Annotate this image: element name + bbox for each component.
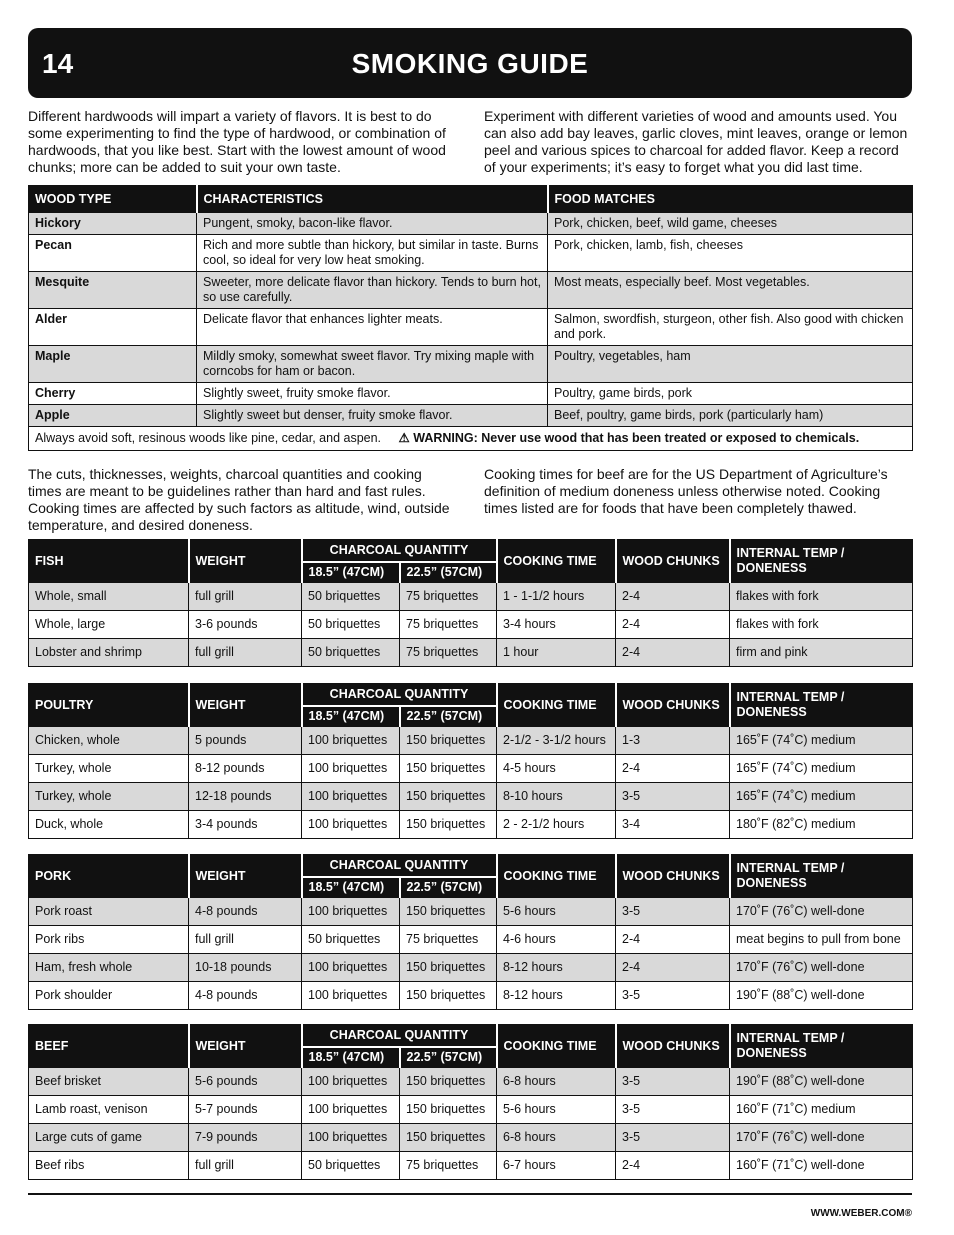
wood-chunks-cell: 3-5 (616, 982, 730, 1010)
wood-chunks-cell: 1-3 (616, 727, 730, 755)
weight-cell: 8-12 pounds (189, 755, 302, 783)
charcoal-small-cell: 50 briquettes (302, 611, 400, 639)
charcoal-large-cell: 150 briquettes (400, 898, 497, 926)
col-size-47cm: 18.5” (47CM) (302, 562, 400, 583)
guidelines-left: The cuts, thicknesses, weights, charcoal quantities and cooking times are meant to be guidelines rather than hard and fast rules. Cooking times are affected by such factors as altitude, wind, outside temperature, and desired doneness. (28, 466, 450, 533)
col-characteristics: CHARACTERISTICS (197, 186, 548, 213)
charcoal-large-cell: 150 briquettes (400, 811, 497, 839)
fish-row (29, 611, 913, 639)
col-cooking-time: COOKING TIME (497, 684, 616, 727)
pork-table (28, 854, 913, 1010)
poultry-row (29, 727, 913, 755)
col-charcoal-quantity: CHARCOAL QUANTITY (302, 855, 497, 877)
intro-right: Experiment with different varieties of wood and amounts used. You can also add bay leaves, garlic cloves, mint leaves, orange or lemon peel and various spices to charcoal for added flavor. Keep a record of your experiments; it’s easy to forget what you did last time. (484, 108, 908, 175)
col-wood-chunks: WOOD CHUNKS (616, 1025, 730, 1068)
wood-type-table (28, 185, 913, 451)
col-internal-temp: INTERNAL TEMP / DONENESS (730, 855, 913, 898)
charcoal-large-cell: 75 briquettes (400, 1152, 497, 1180)
characteristics-cell: Pungent, smoky, bacon-like flavor. (197, 213, 548, 235)
col-internal-temp: INTERNAL TEMP / DONENESS (730, 1025, 913, 1068)
weight-cell: 3-4 pounds (189, 811, 302, 839)
weight-cell: full grill (189, 639, 302, 667)
cooking-time-cell: 6-7 hours (497, 1152, 616, 1180)
wood-chunks-cell: 2-4 (616, 1152, 730, 1180)
col-size-57cm: 22.5” (57CM) (400, 706, 497, 727)
poultry-row (29, 811, 913, 839)
pork-row (29, 982, 913, 1010)
charcoal-small-cell: 100 briquettes (302, 1124, 400, 1152)
internal-temp-cell: 165˚F (74˚C) medium (730, 755, 913, 783)
wood-type-cell: Hickory (29, 213, 197, 235)
intro-left: Different hardwoods will impart a variety of flavors. It is best to do some experimenting to find the type of hardwood, or combination of hardwoods, that you like best. Start with the lowest amount of wood chunks; more can be added to suit your own taste. (28, 108, 446, 175)
col-category: FISH (29, 540, 189, 583)
weight-cell: 5 pounds (189, 727, 302, 755)
col-category: BEEF (29, 1025, 189, 1068)
internal-temp-cell: 190˚F (88˚C) well-done (730, 982, 913, 1010)
cooking-time-cell: 1 hour (497, 639, 616, 667)
internal-temp-cell: 170˚F (76˚C) well-done (730, 1124, 913, 1152)
wood-type-cell: Pecan (29, 235, 197, 272)
charcoal-small-cell: 100 briquettes (302, 1096, 400, 1124)
characteristics-cell: Rich and more subtle than hickory, but similar in taste. Burns cool, so ideal for very low heat smoking. (197, 235, 548, 272)
characteristics-cell: Delicate flavor that enhances lighter meats. (197, 309, 548, 346)
food-matches-cell: Salmon, swordfish, sturgeon, other fish. Also good with chicken and pork. (548, 309, 913, 346)
col-internal-temp: INTERNAL TEMP / DONENESS (730, 540, 913, 583)
page-header (28, 28, 912, 98)
col-charcoal-quantity: CHARCOAL QUANTITY (302, 684, 497, 706)
cooking-time-cell: 8-10 hours (497, 783, 616, 811)
wood-chunks-cell: 2-4 (616, 639, 730, 667)
cut-cell: Duck, whole (29, 811, 189, 839)
cooking-time-cell: 5-6 hours (497, 1096, 616, 1124)
beef-table (28, 1024, 913, 1180)
food-matches-cell: Poultry, vegetables, ham (548, 346, 913, 383)
col-weight: WEIGHT (189, 684, 302, 727)
charcoal-large-cell: 150 briquettes (400, 982, 497, 1010)
cooking-time-cell: 5-6 hours (497, 898, 616, 926)
wood-chunks-cell: 3-5 (616, 1096, 730, 1124)
charcoal-small-cell: 100 briquettes (302, 982, 400, 1010)
internal-temp-cell: flakes with fork (730, 583, 913, 611)
cooking-time-cell: 1 - 1-1/2 hours (497, 583, 616, 611)
charcoal-small-cell: 100 briquettes (302, 1068, 400, 1096)
col-cooking-time: COOKING TIME (497, 1025, 616, 1068)
col-cooking-time: COOKING TIME (497, 540, 616, 583)
fish-row (29, 583, 913, 611)
col-food-matches: FOOD MATCHES (548, 186, 913, 213)
cut-cell: Beef brisket (29, 1068, 189, 1096)
weight-cell: 3-6 pounds (189, 611, 302, 639)
weight-cell: full grill (189, 583, 302, 611)
col-weight: WEIGHT (189, 855, 302, 898)
cut-cell: Turkey, whole (29, 755, 189, 783)
poultry-row (29, 783, 913, 811)
wood-chunks-cell: 3-5 (616, 1124, 730, 1152)
col-wood-chunks: WOOD CHUNKS (616, 684, 730, 727)
wood-row (29, 272, 913, 309)
col-internal-temp: INTERNAL TEMP / DONENESS (730, 684, 913, 727)
cooking-time-cell: 2-1/2 - 3-1/2 hours (497, 727, 616, 755)
weight-cell: 10-18 pounds (189, 954, 302, 982)
wood-chunks-cell: 2-4 (616, 926, 730, 954)
weight-cell: 4-8 pounds (189, 982, 302, 1010)
food-matches-cell: Beef, poultry, game birds, pork (particularly ham) (548, 405, 913, 427)
characteristics-cell: Slightly sweet but denser, fruity smoke flavor. (197, 405, 548, 427)
food-matches-cell: Most meats, especially beef. Most vegetables. (548, 272, 913, 309)
poultry-table (28, 683, 913, 839)
wood-chunks-cell: 2-4 (616, 583, 730, 611)
charcoal-large-cell: 150 briquettes (400, 954, 497, 982)
col-category: POULTRY (29, 684, 189, 727)
weight-cell: 4-8 pounds (189, 898, 302, 926)
charcoal-small-cell: 50 briquettes (302, 1152, 400, 1180)
wood-row (29, 309, 913, 346)
col-charcoal-quantity: CHARCOAL QUANTITY (302, 540, 497, 562)
wood-row (29, 405, 913, 427)
col-size-47cm: 18.5” (47CM) (302, 1047, 400, 1068)
beef-row (29, 1096, 913, 1124)
charcoal-large-cell: 75 briquettes (400, 639, 497, 667)
fish-table (28, 539, 913, 667)
cut-cell: Large cuts of game (29, 1124, 189, 1152)
internal-temp-cell: 165˚F (74˚C) medium (730, 783, 913, 811)
cut-cell: Whole, small (29, 583, 189, 611)
cut-cell: Lamb roast, venison (29, 1096, 189, 1124)
internal-temp-cell: 170˚F (76˚C) well-done (730, 954, 913, 982)
col-size-47cm: 18.5” (47CM) (302, 877, 400, 898)
col-weight: WEIGHT (189, 1025, 302, 1068)
weight-cell: full grill (189, 926, 302, 954)
food-matches-cell: Pork, chicken, beef, wild game, cheeses (548, 213, 913, 235)
charcoal-large-cell: 150 briquettes (400, 783, 497, 811)
cooking-time-cell: 4-6 hours (497, 926, 616, 954)
internal-temp-cell: flakes with fork (730, 611, 913, 639)
wood-type-cell: Alder (29, 309, 197, 346)
warning-text (399, 431, 860, 445)
charcoal-large-cell: 75 briquettes (400, 926, 497, 954)
internal-temp-cell: meat begins to pull from bone (730, 926, 913, 954)
col-charcoal-quantity: CHARCOAL QUANTITY (302, 1025, 497, 1047)
cut-cell: Ham, fresh whole (29, 954, 189, 982)
cooking-time-cell: 8-12 hours (497, 982, 616, 1010)
wood-type-cell: Cherry (29, 383, 197, 405)
wood-row (29, 235, 913, 272)
wood-chunks-cell: 3-5 (616, 783, 730, 811)
characteristics-cell: Slightly sweet, fruity smoke flavor. (197, 383, 548, 405)
charcoal-large-cell: 150 briquettes (400, 727, 497, 755)
page-title: SMOKING GUIDE (351, 48, 589, 79)
weight-cell: 12-18 pounds (189, 783, 302, 811)
charcoal-large-cell: 150 briquettes (400, 755, 497, 783)
wood-row (29, 383, 913, 405)
charcoal-small-cell: 50 briquettes (302, 926, 400, 954)
col-wood-chunks: WOOD CHUNKS (616, 540, 730, 583)
cut-cell: Chicken, whole (29, 727, 189, 755)
food-matches-cell: Poultry, game birds, pork (548, 383, 913, 405)
charcoal-large-cell: 75 briquettes (400, 611, 497, 639)
wood-note: Always avoid soft, resinous woods like pine, cedar, and aspen. (35, 431, 382, 445)
col-size-57cm: 22.5” (57CM) (400, 562, 497, 583)
weight-cell: 5-7 pounds (189, 1096, 302, 1124)
wood-chunks-cell: 3-5 (616, 1068, 730, 1096)
charcoal-small-cell: 100 briquettes (302, 954, 400, 982)
cooking-time-cell: 4-5 hours (497, 755, 616, 783)
cooking-time-cell: 6-8 hours (497, 1124, 616, 1152)
charcoal-small-cell: 100 briquettes (302, 783, 400, 811)
col-wood-type: WOOD TYPE (29, 186, 197, 213)
weight-cell: 5-6 pounds (189, 1068, 302, 1096)
beef-row (29, 1068, 913, 1096)
wood-type-cell: Apple (29, 405, 197, 427)
weight-cell: 7-9 pounds (189, 1124, 302, 1152)
charcoal-small-cell: 50 briquettes (302, 583, 400, 611)
pork-row (29, 954, 913, 982)
charcoal-large-cell: 150 briquettes (400, 1124, 497, 1152)
wood-chunks-cell: 3-5 (616, 898, 730, 926)
internal-temp-cell: 165˚F (74˚C) medium (730, 727, 913, 755)
internal-temp-cell: 180˚F (82˚C) medium (730, 811, 913, 839)
cooking-time-cell: 2 - 2-1/2 hours (497, 811, 616, 839)
col-size-57cm: 22.5” (57CM) (400, 1047, 497, 1068)
charcoal-large-cell: 150 briquettes (400, 1096, 497, 1124)
wood-type-cell: Mesquite (29, 272, 197, 309)
wood-chunks-cell: 2-4 (616, 954, 730, 982)
wood-chunks-cell: 2-4 (616, 755, 730, 783)
cut-cell: Turkey, whole (29, 783, 189, 811)
internal-temp-cell: firm and pink (730, 639, 913, 667)
charcoal-small-cell: 100 briquettes (302, 755, 400, 783)
internal-temp-cell: 160˚F (71˚C) well-done (730, 1152, 913, 1180)
charcoal-small-cell: 100 briquettes (302, 811, 400, 839)
internal-temp-cell: 190˚F (88˚C) well-done (730, 1068, 913, 1096)
cut-cell: Pork shoulder (29, 982, 189, 1010)
warning-icon: ⚠ (398, 431, 410, 445)
cut-cell: Whole, large (29, 611, 189, 639)
wood-row (29, 213, 913, 235)
beef-row (29, 1124, 913, 1152)
col-cooking-time: COOKING TIME (497, 855, 616, 898)
fish-row (29, 639, 913, 667)
page-number: 14 (42, 48, 74, 79)
pork-row (29, 898, 913, 926)
wood-note-row (29, 427, 913, 451)
cooking-time-cell: 3-4 hours (497, 611, 616, 639)
food-matches-cell: Pork, chicken, lamb, fish, cheeses (548, 235, 913, 272)
internal-temp-cell: 170˚F (76˚C) well-done (730, 898, 913, 926)
charcoal-large-cell: 75 briquettes (400, 583, 497, 611)
cut-cell: Beef ribs (29, 1152, 189, 1180)
col-size-57cm: 22.5” (57CM) (400, 877, 497, 898)
wood-chunks-cell: 3-4 (616, 811, 730, 839)
beef-row (29, 1152, 913, 1180)
characteristics-cell: Mildly smoky, somewhat sweet flavor. Try mixing maple with corncobs for ham or bacon. (197, 346, 548, 383)
charcoal-small-cell: 100 briquettes (302, 898, 400, 926)
col-size-47cm: 18.5” (47CM) (302, 706, 400, 727)
charcoal-small-cell: 100 briquettes (302, 727, 400, 755)
cooking-time-cell: 8-12 hours (497, 954, 616, 982)
wood-chunks-cell: 2-4 (616, 611, 730, 639)
characteristics-cell: Sweeter, more delicate flavor than hickory. Tends to burn hot, so use carefully. (197, 272, 548, 309)
cut-cell: Pork roast (29, 898, 189, 926)
footer-url: WWW.WEBER.COM® (810, 1208, 912, 1219)
poultry-row (29, 755, 913, 783)
wood-row (29, 346, 913, 383)
charcoal-large-cell: 150 briquettes (400, 1068, 497, 1096)
col-weight: WEIGHT (189, 540, 302, 583)
wood-type-cell: Maple (29, 346, 197, 383)
warning-message: WARNING: Never use wood that has been treated or exposed to chemicals. (413, 431, 860, 445)
cut-cell: Lobster and shrimp (29, 639, 189, 667)
guidelines-right: Cooking times for beef are for the US Department of Agriculture’s definition of medium doneness unless otherwise noted. Cooking times listed are for foods that have been completely thawed. (484, 466, 888, 516)
cut-cell: Pork ribs (29, 926, 189, 954)
charcoal-small-cell: 50 briquettes (302, 639, 400, 667)
cooking-time-cell: 6-8 hours (497, 1068, 616, 1096)
col-category: PORK (29, 855, 189, 898)
pork-row (29, 926, 913, 954)
weight-cell: full grill (189, 1152, 302, 1180)
col-wood-chunks: WOOD CHUNKS (616, 855, 730, 898)
internal-temp-cell: 160˚F (71˚C) medium (730, 1096, 913, 1124)
footer-divider (28, 1193, 912, 1195)
